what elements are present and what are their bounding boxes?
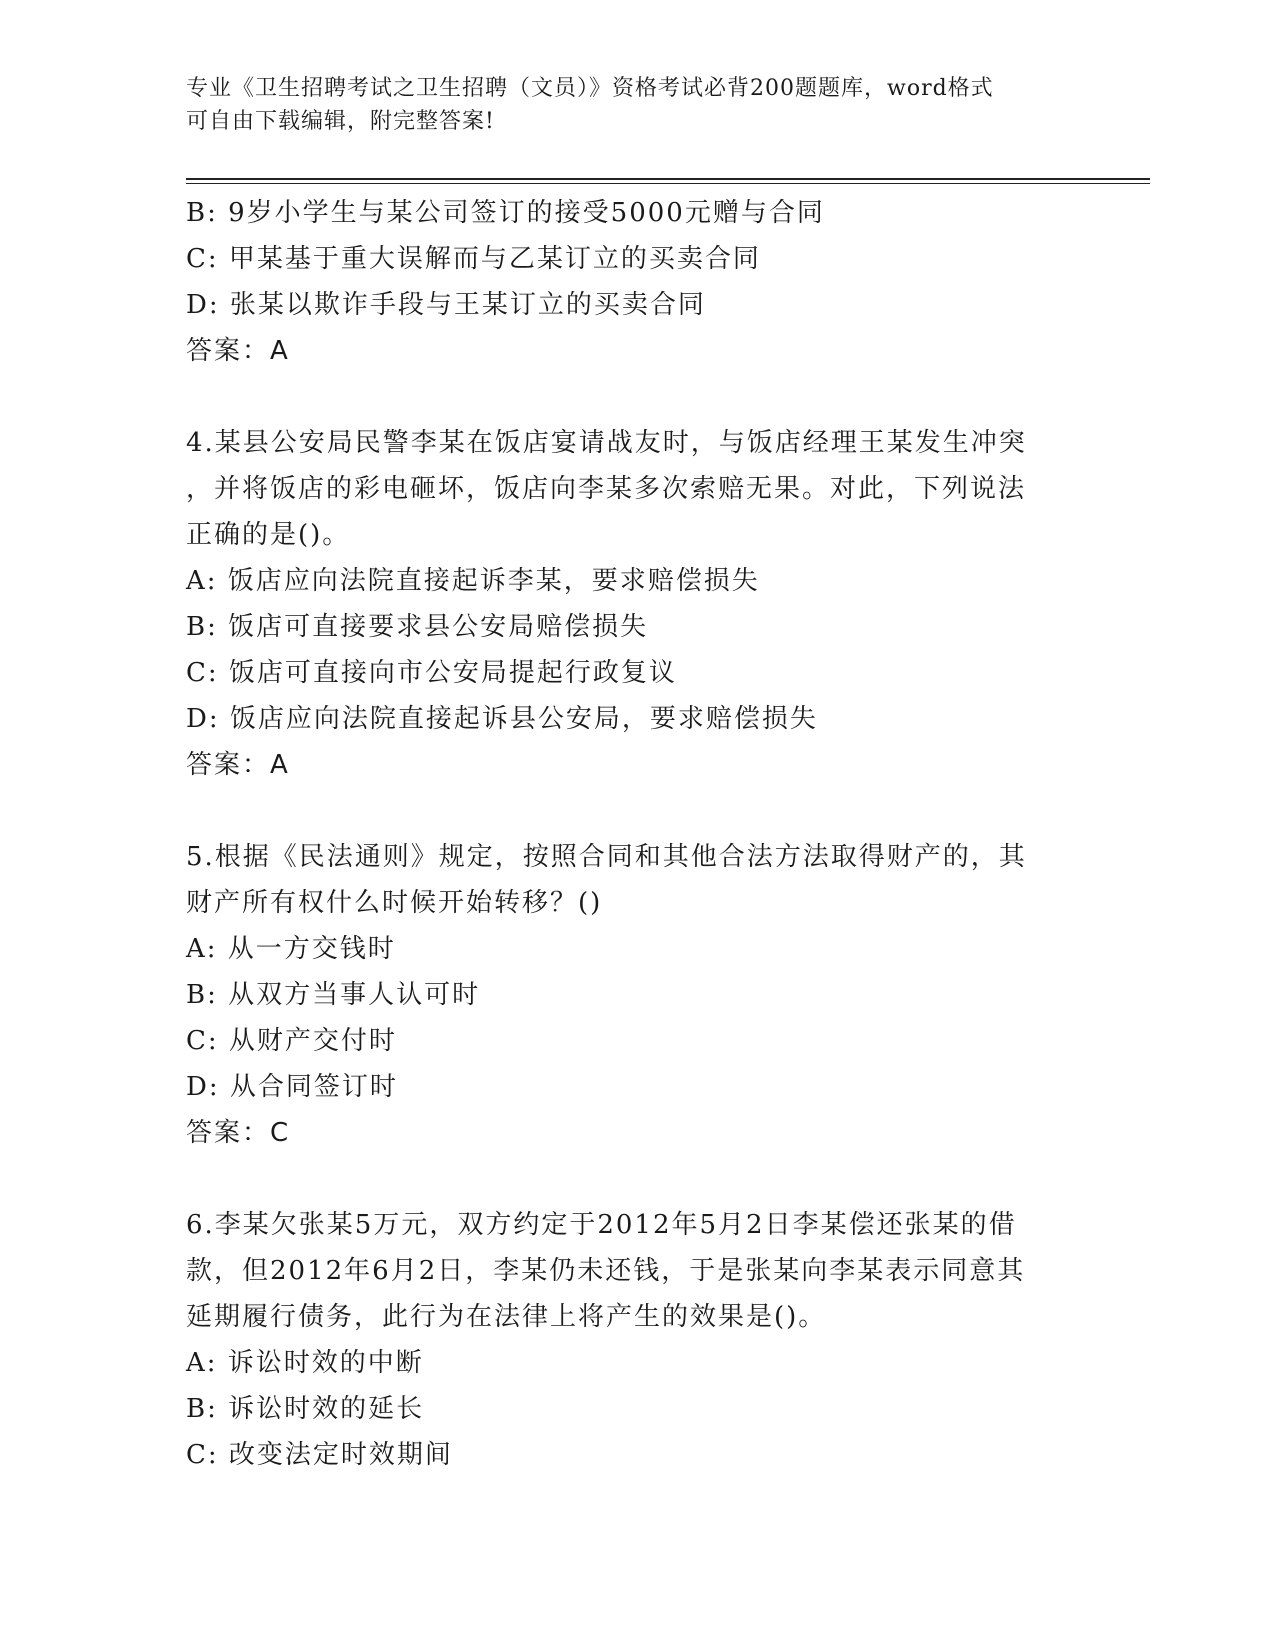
question-stem: 5.根据《民法通则》规定，按照合同和其他合法方法取得财产的，其 [186,842,1027,872]
answer: 答案：C [186,1118,291,1148]
header-title-line2: 可自由下载编辑，附完整答案! [186,109,495,134]
question-stem: 财产所有权什么时候开始转移？() [186,888,603,918]
option-a: A: 从一方交钱时 [186,934,396,964]
question-5 [186,834,1086,1156]
question-content [186,190,1086,1478]
answer: 答案：A [186,336,290,366]
question-stem: 款，但2012年6月2日，李某仍未还钱，于是张某向李某表示同意其 [186,1256,1026,1286]
header-divider-thick [186,178,1150,180]
option-c: C: 改变法定时效期间 [186,1440,453,1470]
header-title-line1: 专业《卫生招聘考试之卫生招聘（文员）》资格考试必背200题题库，word格式 [186,76,994,101]
option-d: D: 饭店应向法院直接起诉县公安局，要求赔偿损失 [186,704,818,734]
option-a: A: 饭店应向法院直接起诉李某，要求赔偿损失 [186,566,760,596]
spacer [186,788,1086,834]
page-header [186,72,1066,138]
option-b: B: 诉讼时效的延长 [186,1394,425,1424]
question-stem: 4.某县公安局民警李某在饭店宴请战友时，与饭店经理王某发生冲突 [186,428,1027,458]
option-b: B: 饭店可直接要求县公安局赔偿损失 [186,612,649,642]
header-divider-thin [186,183,1150,184]
option-d: D: 从合同签订时 [186,1072,398,1102]
question-stem: 正确的是()。 [186,520,351,550]
question-stem: 延期履行债务，此行为在法律上将产生的效果是()。 [186,1302,827,1332]
question-stem: ，并将饭店的彩电砸坏，饭店向李某多次索赔无果。对此，下列说法 [186,474,1027,504]
question-4 [186,420,1086,788]
question-3-tail [186,190,1086,374]
spacer [186,374,1086,420]
option-d: D: 张某以欺诈手段与王某订立的买卖合同 [186,290,706,320]
option-c: C: 饭店可直接向市公安局提起行政复议 [186,658,677,688]
option-c: C: 从财产交付时 [186,1026,397,1056]
question-6 [186,1202,1086,1478]
question-stem: 6.李某欠张某5万元，双方约定于2012年5月2日李某偿还张某的借 [186,1210,1017,1240]
option-c: C: 甲某基于重大误解而与乙某订立的买卖合同 [186,244,761,274]
option-b: B: 9岁小学生与某公司签订的接受5000元赠与合同 [186,198,825,228]
option-a: A: 诉讼时效的中断 [186,1348,424,1378]
option-b: B: 从双方当事人认可时 [186,980,481,1010]
answer: 答案：A [186,750,290,780]
spacer [186,1156,1086,1202]
